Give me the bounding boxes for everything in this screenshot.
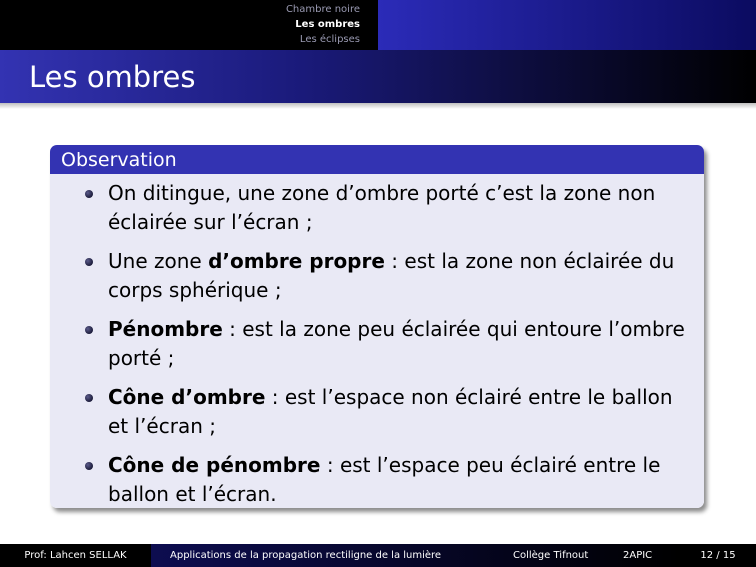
item-text: : est la zone peu éclairée qui entoure l’ombre porté ; (108, 317, 685, 370)
footer (0, 544, 756, 567)
item-text: : est l’espace non éclairé entre le ballon et l’écran ; (108, 385, 673, 438)
footer-class: 2APIC (623, 550, 653, 561)
bullet-icon (85, 394, 93, 402)
item-text: : est l’espace peu éclairé entre le ballon et l’écran. (108, 453, 661, 506)
footer-institution: Collège Tifnout (513, 550, 589, 561)
bullet-icon (85, 258, 93, 266)
list-item (50, 179, 704, 237)
observation-block (50, 145, 704, 508)
item-text: : est la zone non éclairée du corps sphérique ; (108, 249, 675, 302)
block-title: Observation (61, 149, 177, 171)
page-title: Les ombres (29, 60, 196, 94)
item-term: d’ombre propre (208, 249, 385, 273)
footer-page-number: 12 / 15 (680, 544, 756, 567)
block-body (50, 174, 704, 508)
nav-section-chambre-noire[interactable]: Chambre noire (285, 4, 360, 15)
item-term: Pénombre (108, 317, 223, 341)
list-item (50, 247, 704, 305)
item-term: Cône d’ombre (108, 385, 266, 409)
list-item (50, 383, 704, 441)
observation-list (50, 179, 704, 519)
footer-author: Prof: Lahcen SELLAK (0, 544, 151, 567)
item-term: Cône de pénombre (108, 453, 321, 477)
bullet-icon (85, 326, 93, 334)
nav-section-list (286, 2, 360, 47)
item-prefix: Une zone (108, 249, 209, 273)
item-text: On ditingue, une zone d’ombre porté c’est la zone non éclairée sur l’écran ; (108, 181, 656, 234)
frame-title-bar (0, 50, 756, 103)
block-title-bar (50, 145, 704, 174)
bullet-icon (85, 462, 93, 470)
footer-middle (151, 544, 680, 567)
section-navigation (0, 0, 756, 50)
footer-presentation-title: Applications de la propagation rectiligne de la lumière (170, 550, 442, 561)
title-shadow (0, 103, 756, 109)
nav-right-panel (378, 0, 756, 50)
list-item (50, 315, 704, 373)
nav-section-les-eclipses[interactable]: Les éclipses (299, 34, 360, 45)
nav-section-les-ombres[interactable]: Les ombres (295, 19, 360, 30)
bullet-icon (85, 190, 93, 198)
list-item (50, 451, 704, 509)
